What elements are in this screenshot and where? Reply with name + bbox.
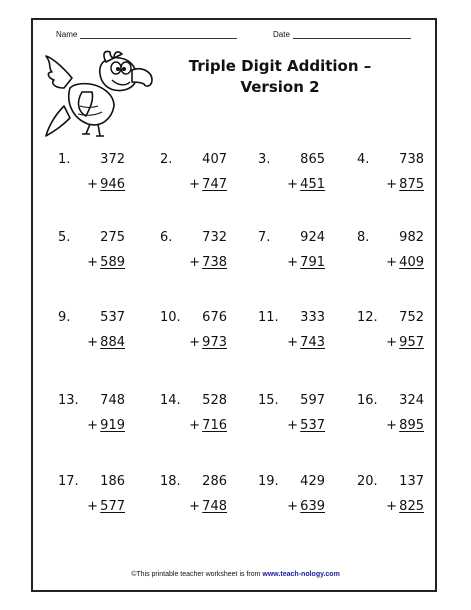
- plus-sign: +: [189, 255, 200, 270]
- addend-bottom: 589: [100, 255, 125, 270]
- addend-bottom: 451: [300, 177, 325, 192]
- problem-number: 18.: [160, 474, 181, 489]
- problem-number: 6.: [160, 230, 173, 245]
- addend-bottom: 537: [300, 418, 325, 433]
- title-line-2: Version 2: [240, 78, 320, 96]
- addend-bottom: 748: [202, 499, 227, 514]
- problem-number: 2.: [160, 152, 173, 167]
- plus-sign: +: [386, 177, 397, 192]
- title-line-1: Triple Digit Addition –: [188, 57, 372, 75]
- problem-20: [357, 474, 442, 526]
- problem-number: 15.: [258, 393, 279, 408]
- problem-number: 7.: [258, 230, 271, 245]
- addend-top: 982: [399, 230, 424, 245]
- addend-top: 186: [100, 474, 125, 489]
- worksheet-title: [160, 56, 400, 98]
- addend-bottom: 895: [399, 418, 424, 433]
- addend-top: 324: [399, 393, 424, 408]
- addend-bottom: 747: [202, 177, 227, 192]
- plus-sign: +: [386, 418, 397, 433]
- problem-number: 14.: [160, 393, 181, 408]
- addend-top: 528: [202, 393, 227, 408]
- plus-sign: +: [87, 177, 98, 192]
- addend-top: 738: [399, 152, 424, 167]
- addend-bottom: 973: [202, 335, 227, 350]
- addend-bottom: 919: [100, 418, 125, 433]
- date-line: [293, 30, 411, 39]
- problem-13: [58, 393, 143, 445]
- addend-top: 429: [300, 474, 325, 489]
- plus-sign: +: [386, 335, 397, 350]
- plus-sign: +: [189, 335, 200, 350]
- problem-4: [357, 152, 442, 204]
- addend-bottom: 577: [100, 499, 125, 514]
- addend-top: 286: [202, 474, 227, 489]
- addend-top: 752: [399, 310, 424, 325]
- problem-7: [258, 230, 343, 282]
- addend-bottom: 738: [202, 255, 227, 270]
- plus-sign: +: [87, 499, 98, 514]
- addend-top: 597: [300, 393, 325, 408]
- problem-1: [58, 152, 143, 204]
- addend-top: 924: [300, 230, 325, 245]
- name-field: [56, 30, 237, 39]
- addend-top: 275: [100, 230, 125, 245]
- addend-top: 537: [100, 310, 125, 325]
- problem-6: [160, 230, 245, 282]
- plus-sign: +: [287, 177, 298, 192]
- problem-number: 16.: [357, 393, 378, 408]
- plus-sign: +: [189, 499, 200, 514]
- parrot-mascot-icon: [40, 48, 158, 142]
- problem-17: [58, 474, 143, 526]
- problem-3: [258, 152, 343, 204]
- addend-top: 137: [399, 474, 424, 489]
- problem-8: [357, 230, 442, 282]
- plus-sign: +: [87, 335, 98, 350]
- problem-2: [160, 152, 245, 204]
- addend-bottom: 825: [399, 499, 424, 514]
- date-label: Date: [273, 30, 290, 39]
- name-label: Name: [56, 30, 78, 39]
- date-field: [273, 30, 411, 39]
- addend-top: 676: [202, 310, 227, 325]
- plus-sign: +: [189, 177, 200, 192]
- addend-bottom: 409: [399, 255, 424, 270]
- problem-12: [357, 310, 442, 362]
- addend-top: 732: [202, 230, 227, 245]
- problem-number: 17.: [58, 474, 79, 489]
- addend-top: 748: [100, 393, 125, 408]
- footer-text: ©This printable teacher worksheet is from: [131, 571, 263, 578]
- problem-11: [258, 310, 343, 362]
- problem-number: 3.: [258, 152, 271, 167]
- problem-number: 20.: [357, 474, 378, 489]
- problem-number: 1.: [58, 152, 71, 167]
- footer-site-link[interactable]: www.teach-nology.com: [262, 571, 340, 578]
- plus-sign: +: [386, 499, 397, 514]
- problem-14: [160, 393, 245, 445]
- plus-sign: +: [287, 255, 298, 270]
- plus-sign: +: [87, 418, 98, 433]
- addend-bottom: 743: [300, 335, 325, 350]
- addend-bottom: 639: [300, 499, 325, 514]
- problem-number: 19.: [258, 474, 279, 489]
- problem-10: [160, 310, 245, 362]
- addend-bottom: 791: [300, 255, 325, 270]
- problem-number: 4.: [357, 152, 370, 167]
- plus-sign: +: [189, 418, 200, 433]
- problem-number: 11.: [258, 310, 279, 325]
- problem-number: 10.: [160, 310, 181, 325]
- addend-top: 333: [300, 310, 325, 325]
- problem-number: 13.: [58, 393, 79, 408]
- problem-19: [258, 474, 343, 526]
- problem-number: 5.: [58, 230, 71, 245]
- addend-bottom: 875: [399, 177, 424, 192]
- problem-5: [58, 230, 143, 282]
- addend-bottom: 946: [100, 177, 125, 192]
- problem-18: [160, 474, 245, 526]
- problem-15: [258, 393, 343, 445]
- plus-sign: +: [287, 335, 298, 350]
- addend-bottom: 884: [100, 335, 125, 350]
- problem-number: 8.: [357, 230, 370, 245]
- plus-sign: +: [87, 255, 98, 270]
- problem-16: [357, 393, 442, 445]
- addend-top: 372: [100, 152, 125, 167]
- plus-sign: +: [287, 499, 298, 514]
- addend-top: 865: [300, 152, 325, 167]
- problem-9: [58, 310, 143, 362]
- addend-top: 407: [202, 152, 227, 167]
- addend-bottom: 716: [202, 418, 227, 433]
- problem-number: 9.: [58, 310, 71, 325]
- problem-number: 12.: [357, 310, 378, 325]
- plus-sign: +: [287, 418, 298, 433]
- footer: [0, 571, 471, 578]
- name-line: [80, 30, 237, 39]
- addend-bottom: 957: [399, 335, 424, 350]
- plus-sign: +: [386, 255, 397, 270]
